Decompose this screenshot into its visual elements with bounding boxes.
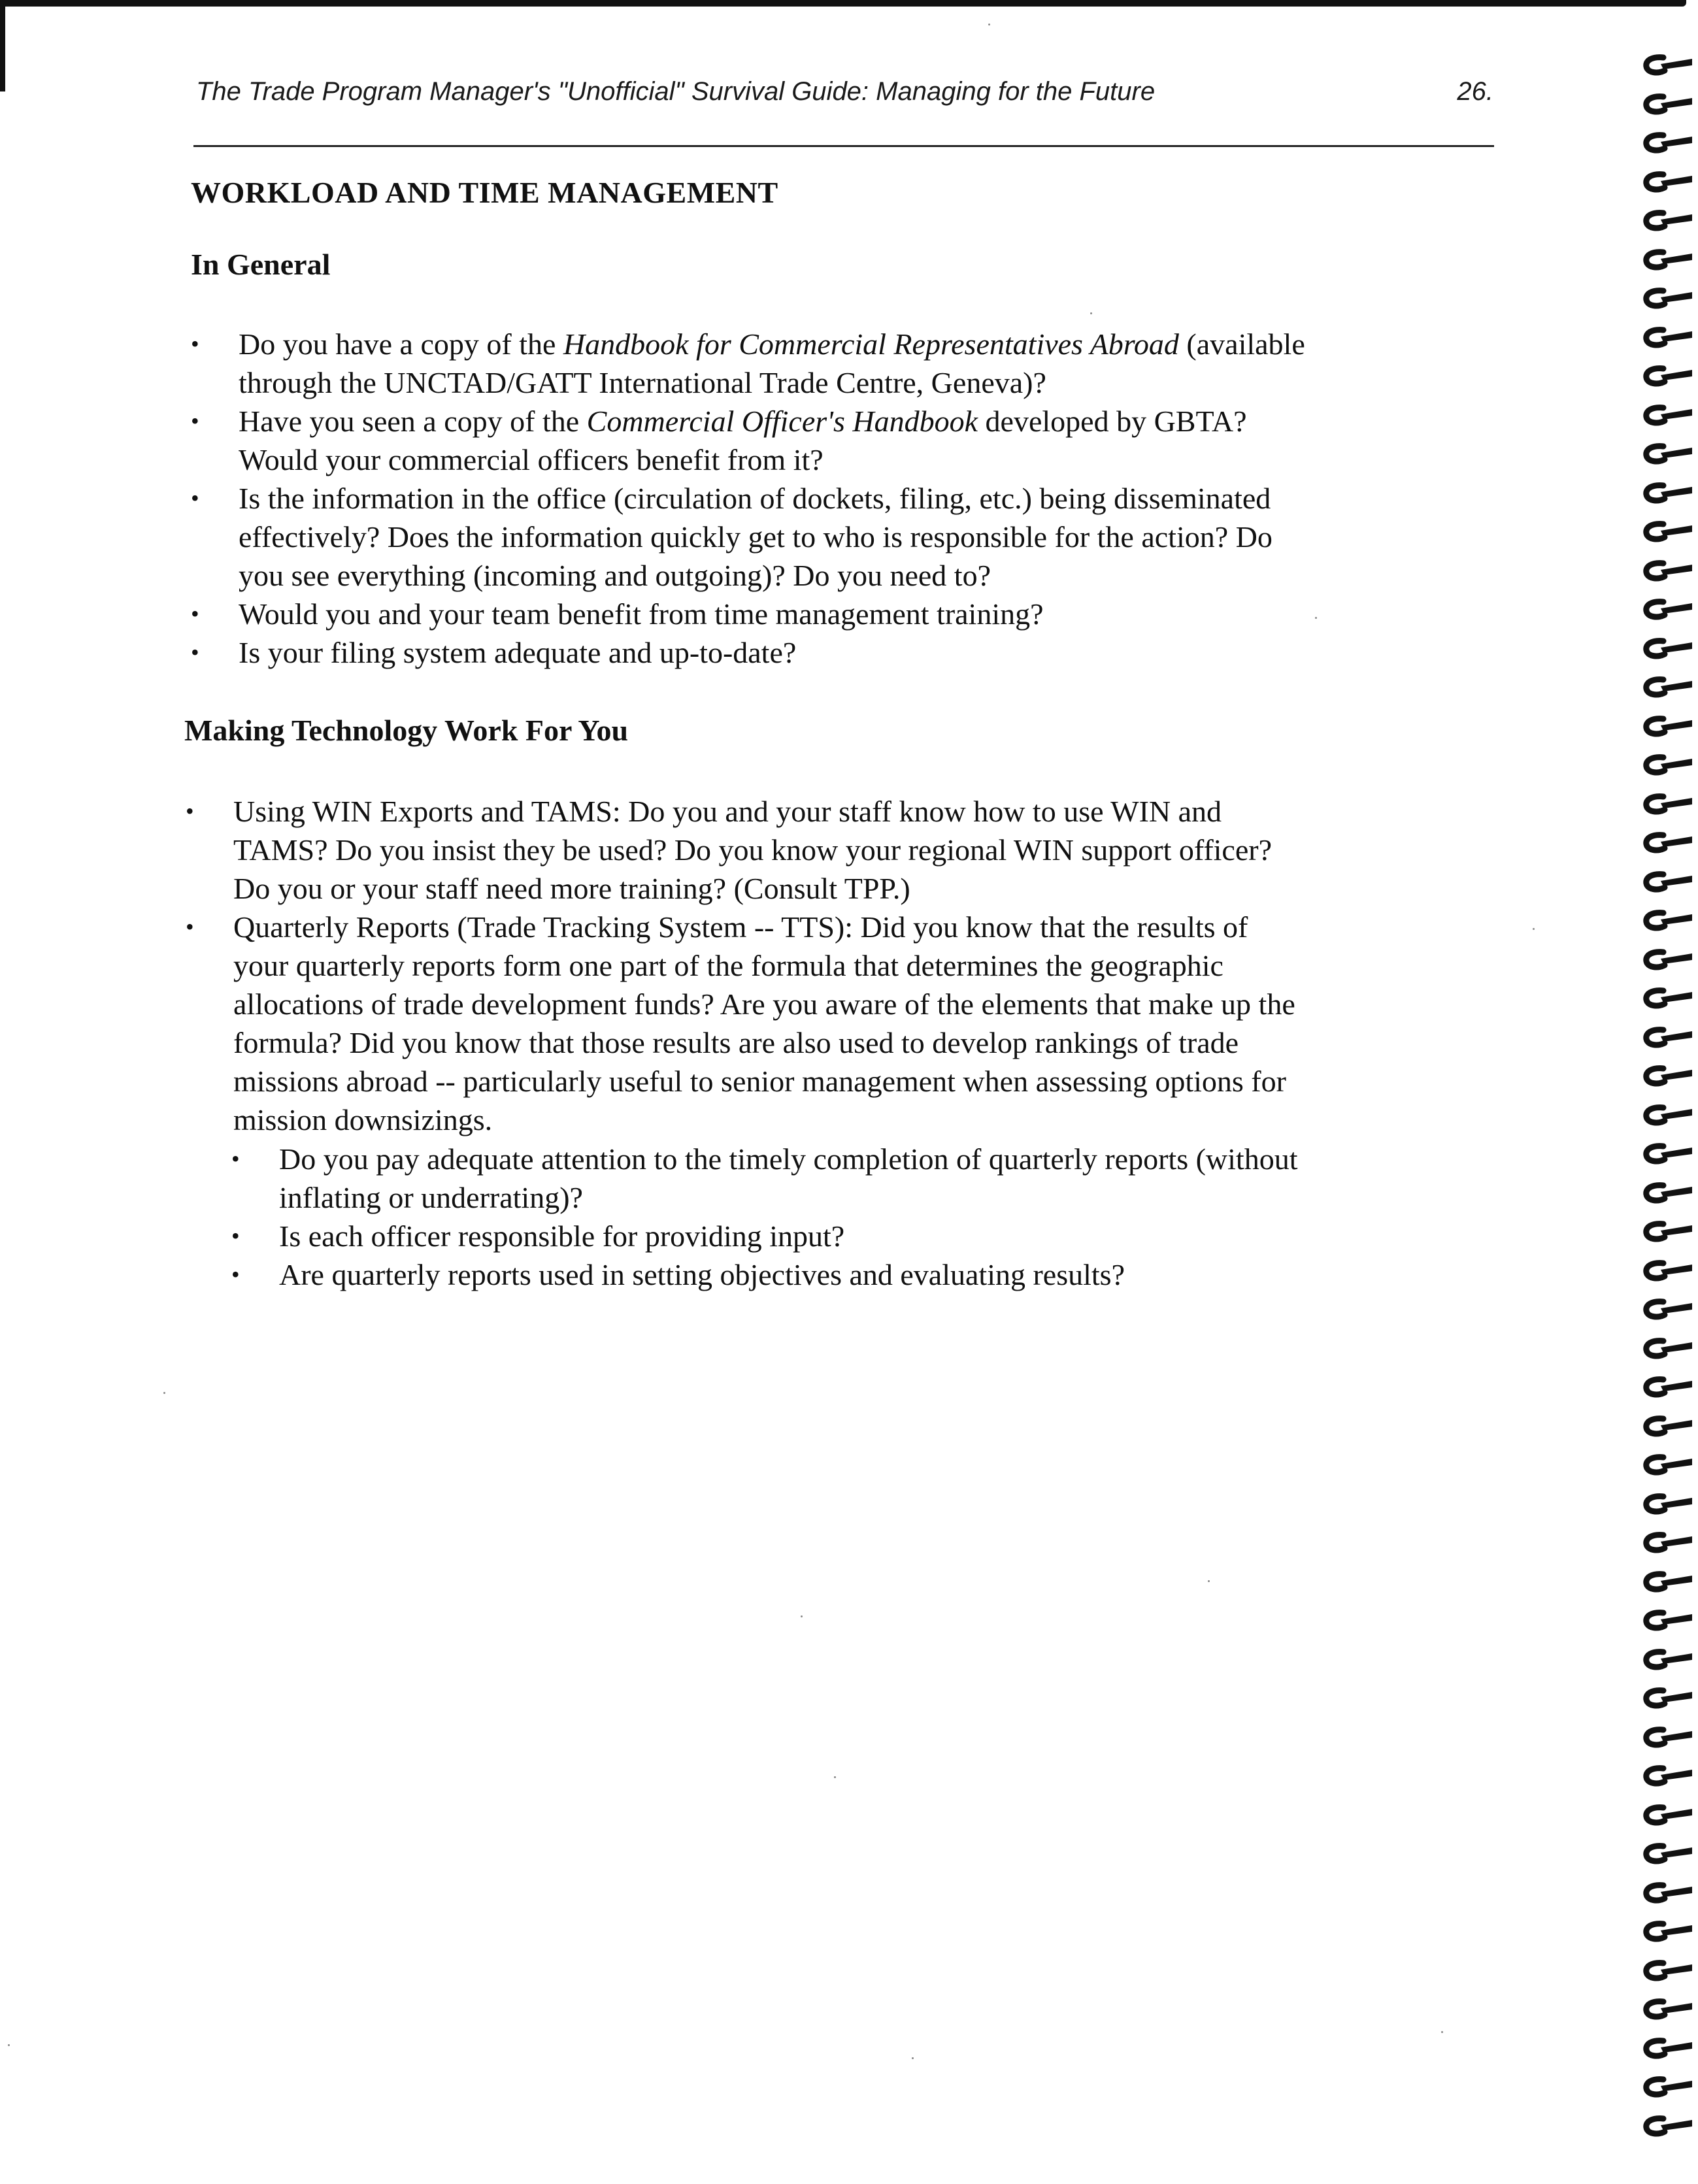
list-item	[191, 633, 1498, 672]
scan-speck	[912, 2057, 914, 2059]
line-text: Is each officer responsible for providing input?	[279, 1219, 845, 1253]
scan-speck	[163, 1392, 165, 1394]
spiral-coil	[1641, 130, 1693, 155]
line-text: Do you or your staff need more training? (Consult TPP.)	[233, 872, 910, 905]
line-text: Is the information in the office (circulation of dockets, filing, etc.) being disseminated	[239, 482, 1271, 515]
spiral-coil	[1641, 1297, 1693, 1321]
spiral-coil	[1641, 91, 1693, 116]
spiral-coil	[1641, 1336, 1693, 1361]
spiral-coil	[1641, 1530, 1693, 1555]
spiral-coil	[1641, 1491, 1693, 1516]
line-text: you see everything (incoming and outgoing)? Do you need to?	[239, 559, 991, 592]
scan-speck	[801, 1615, 803, 1617]
spiral-coil	[1641, 1452, 1693, 1477]
list-item-line	[233, 985, 1499, 1023]
spiral-coil	[1641, 1647, 1693, 1672]
list-item-line	[239, 518, 1498, 556]
list-item-line	[233, 1100, 1499, 1139]
list-item-line	[233, 869, 1499, 908]
section-title: WORKLOAD AND TIME MANAGEMENT	[191, 176, 778, 209]
header-rule	[193, 145, 1494, 147]
line-text: Are quarterly reports used in setting objectives and evaluating results?	[279, 1258, 1125, 1291]
scan-speck	[988, 24, 990, 25]
spiral-coil	[1641, 1958, 1693, 1983]
list-item-line	[239, 556, 1498, 595]
spiral-coil	[1641, 1608, 1693, 1632]
bullet-icon	[231, 1255, 251, 1294]
bullet-icon	[186, 792, 205, 831]
page-number: 26.	[1457, 77, 1493, 106]
list-item-line	[239, 402, 1498, 440]
spiral-coil	[1641, 558, 1693, 583]
list-item	[191, 402, 1498, 479]
spiral-coil	[1641, 403, 1693, 427]
scan-speck	[1090, 312, 1092, 314]
italic-title: Commercial Officer's Handbook	[586, 405, 978, 438]
list-item-line	[233, 946, 1499, 985]
line-text: through the UNCTAD/GATT International Trade Centre, Geneva)?	[239, 366, 1046, 399]
line-text: effectively? Does the information quickly get to who is responsible for the action? Do	[239, 520, 1273, 554]
line-text: formula? Did you know that those results are also used to develop rankings of trade	[233, 1026, 1239, 1059]
line-text: Do you pay adequate attention to the timely completion of quarterly reports (without	[279, 1142, 1298, 1176]
list-item-line	[279, 1140, 1499, 1178]
line-text: mission downsizings.	[233, 1103, 493, 1136]
scan-speck	[1533, 928, 1535, 930]
running-header-title: The Trade Program Manager's "Unofficial" Survival Guide: Managing for the Future	[196, 77, 1156, 106]
spiral-coil	[1641, 947, 1693, 972]
list-item-line	[239, 440, 1498, 479]
line-text: Is your filing system adequate and up-to-date?	[239, 636, 797, 669]
list-item-line	[233, 1023, 1499, 1062]
line-text: Do you have a copy of the	[239, 327, 563, 361]
spiral-coil	[1641, 714, 1693, 738]
line-text: (available	[1178, 327, 1305, 361]
line-text: your quarterly reports form one part of the formula that determines the geographic	[233, 949, 1224, 982]
spiral-coil	[1641, 325, 1693, 350]
spiral-coil	[1641, 363, 1693, 388]
general-bullet-list	[191, 325, 1498, 672]
bullet-icon	[231, 1217, 251, 1255]
line-text: inflating or underrating)?	[279, 1181, 583, 1214]
list-item-line	[279, 1217, 1499, 1255]
spiral-coil	[1641, 985, 1693, 1010]
line-text: Quarterly Reports (Trade Tracking System -- TTS): Did you know that the results of	[233, 910, 1248, 944]
spiral-coil	[1641, 247, 1693, 272]
subheading-technology: Making Technology Work For You	[184, 714, 629, 747]
list-item-line	[233, 908, 1499, 946]
list-item-line	[239, 633, 1498, 672]
bullet-icon	[191, 402, 210, 440]
spiral-coil	[1641, 597, 1693, 621]
spiral-coil	[1641, 1569, 1693, 1594]
subheading-in-general: In General	[191, 248, 331, 281]
spiral-coil	[1641, 752, 1693, 777]
spiral-coil	[1641, 1880, 1693, 1905]
list-item	[231, 1255, 1499, 1294]
list-item	[231, 1217, 1499, 1255]
spiral-coil	[1641, 1219, 1693, 1244]
line-text: TAMS? Do you insist they be used? Do you know your regional WIN support officer?	[233, 833, 1272, 867]
scan-speck	[1441, 2031, 1443, 2033]
list-item-line	[233, 792, 1499, 831]
spiral-coil	[1641, 441, 1693, 466]
scan-speck	[834, 1776, 836, 1778]
list-item	[186, 792, 1499, 908]
spiral-coil	[1641, 1141, 1693, 1166]
list-item-line	[279, 1255, 1499, 1294]
spiral-coil	[1641, 169, 1693, 194]
spiral-coil	[1641, 1841, 1693, 1866]
spiral-coil	[1641, 1725, 1693, 1749]
spiral-coil	[1641, 1063, 1693, 1088]
bullet-icon	[186, 908, 205, 946]
list-item-line	[233, 831, 1499, 869]
spiral-coil	[1641, 52, 1693, 77]
bullet-icon	[231, 1140, 251, 1178]
bullet-icon	[191, 595, 210, 633]
scan-speck	[1315, 617, 1317, 619]
spiral-coil	[1641, 208, 1693, 233]
line-text: missions abroad -- particularly useful to senior management when assessing options for	[233, 1065, 1286, 1098]
spiral-coil	[1641, 908, 1693, 933]
spiral-coil	[1641, 1802, 1693, 1827]
spiral-coil	[1641, 480, 1693, 505]
italic-title: Handbook for Commercial Representatives Abroad	[563, 327, 1179, 361]
page-left-edge	[0, 0, 5, 91]
spiral-coil	[1641, 1685, 1693, 1710]
technology-bullet-list	[186, 792, 1499, 1139]
spiral-coil	[1641, 1996, 1693, 2021]
line-text: allocations of trade development funds? Are you aware of the elements that make up the	[233, 987, 1295, 1021]
spiral-binding	[1637, 52, 1698, 2184]
spiral-coil	[1641, 830, 1693, 855]
spiral-coil	[1641, 1180, 1693, 1205]
line-text: Would your commercial officers benefit from it?	[239, 443, 824, 476]
spiral-coil	[1641, 791, 1693, 816]
spiral-coil	[1641, 286, 1693, 310]
spiral-coil	[1641, 869, 1693, 894]
bullet-icon	[191, 325, 210, 363]
list-item-line	[239, 363, 1498, 402]
line-text: Using WIN Exports and TAMS: Do you and your staff know how to use WIN and	[233, 795, 1222, 828]
line-text: Have you seen a copy of the	[239, 405, 587, 438]
list-item	[231, 1140, 1499, 1217]
list-item	[191, 325, 1498, 402]
list-item	[186, 908, 1499, 1139]
running-header	[196, 77, 1493, 116]
spiral-coil	[1641, 636, 1693, 661]
spiral-coil	[1641, 2036, 1693, 2060]
line-text: developed by GBTA?	[978, 405, 1247, 438]
bullet-icon	[191, 633, 210, 672]
line-text: Would you and your team benefit from time management training?	[239, 597, 1044, 631]
list-item-line	[239, 595, 1498, 633]
spiral-coil	[1641, 1919, 1693, 1944]
spiral-coil	[1641, 1102, 1693, 1127]
list-item	[191, 595, 1498, 633]
quarterly-reports-sub-list	[231, 1140, 1499, 1294]
list-item-line	[239, 325, 1498, 363]
spiral-coil	[1641, 1414, 1693, 1438]
spiral-coil	[1641, 674, 1693, 699]
list-item	[191, 479, 1498, 595]
spiral-coil	[1641, 2113, 1693, 2138]
spiral-coil	[1641, 1025, 1693, 1050]
list-item-line	[233, 1062, 1499, 1100]
scan-speck	[1208, 1580, 1210, 1582]
bullet-icon	[191, 479, 210, 518]
scan-speck	[8, 2044, 10, 2046]
spiral-coil	[1641, 519, 1693, 544]
list-item-line	[279, 1178, 1499, 1217]
page-top-edge	[0, 0, 1686, 7]
list-item-line	[239, 479, 1498, 518]
spiral-coil	[1641, 1374, 1693, 1399]
spiral-coil	[1641, 1258, 1693, 1283]
spiral-coil	[1641, 2074, 1693, 2099]
spiral-coil	[1641, 1763, 1693, 1788]
